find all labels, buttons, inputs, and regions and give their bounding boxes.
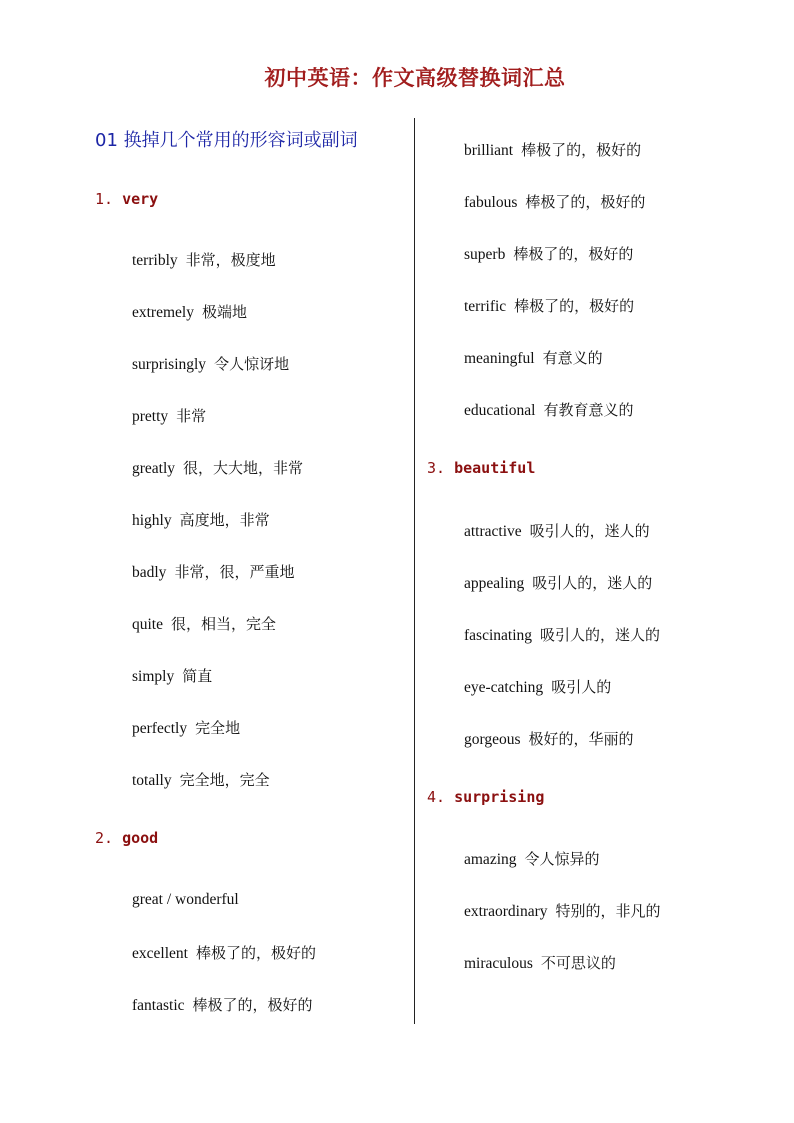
list-item: quite 很，相当，完全 — [132, 615, 277, 633]
group-heading-beautiful: 3. beautiful — [427, 459, 536, 477]
list-item: extraordinary 特别的，非凡的 — [464, 902, 661, 920]
list-item: simply 简直 — [132, 667, 213, 685]
page-title: 初中英语：作文高级替换词汇总 — [264, 65, 566, 90]
group-heading-good: 2. good — [95, 829, 159, 847]
list-item: appealing 吸引人的，迷人的 — [464, 574, 653, 592]
list-item: educational 有教育意义的 — [464, 401, 634, 419]
list-item: eye-catching 吸引人的 — [464, 678, 612, 696]
list-item: fabulous 棒极了的，极好的 — [464, 193, 646, 211]
list-item: excellent 棒极了的，极好的 — [132, 944, 316, 962]
list-item: totally 完全地，完全 — [132, 771, 270, 789]
group-heading-very: 1. very — [95, 190, 159, 208]
list-item: greatly 很，大大地，非常 — [132, 459, 304, 477]
list-item: extremely 极端地 — [132, 303, 247, 321]
list-item: meaningful 有意义的 — [464, 349, 603, 367]
list-item: superb 棒极了的，极好的 — [464, 245, 634, 263]
section-title: 01 换掉几个常用的形容词或副词 — [95, 130, 358, 151]
column-divider — [414, 118, 415, 1024]
list-item: badly 非常，很，严重地 — [132, 563, 295, 581]
list-item: surprisingly 令人惊讶地 — [132, 355, 290, 373]
list-item: pretty 非常 — [132, 407, 207, 425]
list-item: fantastic 棒极了的，极好的 — [132, 996, 313, 1014]
list-item: gorgeous 极好的，华丽的 — [464, 730, 634, 748]
group-heading-surprising: 4. surprising — [427, 788, 545, 806]
list-item: miraculous 不可思议的 — [464, 954, 616, 972]
list-item: great / wonderful — [132, 891, 239, 908]
list-item: terribly 非常，极度地 — [132, 251, 276, 269]
list-item: attractive 吸引人的，迷人的 — [464, 522, 650, 540]
list-item: brilliant 棒极了的，极好的 — [464, 141, 642, 159]
list-item: fascinating 吸引人的，迷人的 — [464, 626, 661, 644]
list-item: amazing 令人惊异的 — [464, 850, 600, 868]
list-item: terrific 棒极了的，极好的 — [464, 297, 635, 315]
list-item: perfectly 完全地 — [132, 719, 241, 737]
list-item: highly 高度地，非常 — [132, 511, 270, 529]
